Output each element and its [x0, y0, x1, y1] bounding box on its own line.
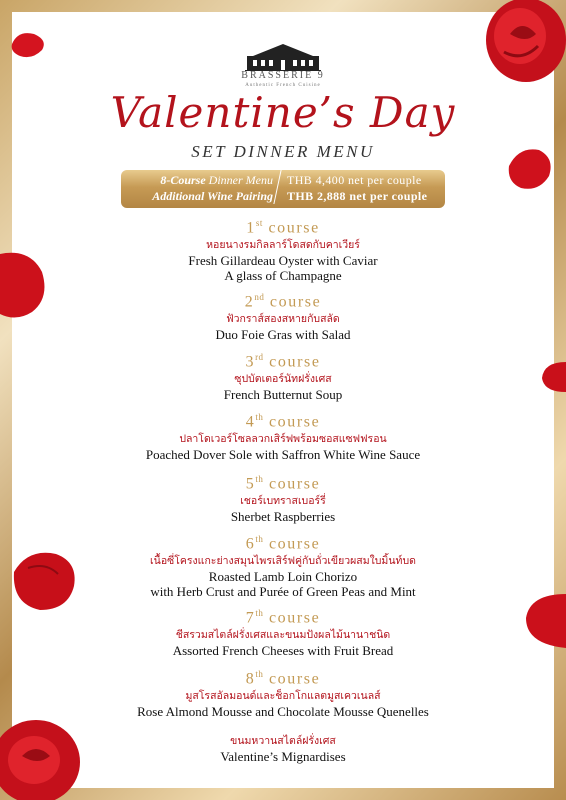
wine-pairing-price: THB 2,888 net per couple: [287, 189, 428, 203]
course-english-name: Rose Almond Mousse and Chocolate Mousse Quenelles: [137, 704, 429, 719]
wine-pairing-label: Additional Wine Pairing: [152, 189, 273, 203]
course-item: [0, 218, 566, 283]
course-thai-name: หอยนางรมกิลลาร์โดสดกับคาเวียร์: [206, 239, 360, 251]
menu-subtitle: SET DINNER MENU: [191, 142, 375, 161]
course-heading: 5th course: [245, 474, 321, 493]
course-english-name: Assorted French Cheeses with Fruit Bread: [172, 643, 394, 658]
brand-name: BRASSERIE 9: [241, 70, 325, 81]
course-english-name: Roasted Lamb Loin Chorizo: [208, 569, 358, 584]
course-item: [0, 292, 566, 342]
dinner-menu-label: 8-Course Dinner Menu: [160, 173, 273, 187]
course-thai-name: มูสโรสอัลมอนด์และช็อกโกแลตมูสเควเนลส์: [185, 690, 381, 702]
course-english-name: Fresh Gillardeau Oyster with Caviar: [188, 253, 378, 268]
course-item: [0, 534, 566, 599]
course-item: [0, 412, 566, 462]
course-english-name: Valentine’s Mignardises: [220, 749, 346, 764]
course-item: [0, 352, 566, 402]
course-heading: 1st course: [246, 218, 320, 237]
petal-top-left-decoration: [10, 30, 46, 60]
course-heading: 7th course: [245, 608, 321, 627]
course-thai-name: เชอร์เบทราสเบอร์รี่: [240, 495, 326, 507]
course-english-name: with Herb Crust and Purée of Green Peas and Mint: [150, 584, 416, 599]
course-thai-name: ชีสรวมสไตล์ฝรั่งเศสและขนมปังผลไม้นานาชนิด: [175, 629, 391, 641]
course-heading: 6th course: [245, 534, 321, 553]
course-thai-name: ฟัวกราส์สองสหายกับสลัด: [226, 313, 340, 325]
course-english-name: French Butternut Soup: [223, 387, 343, 402]
pricing-banner: [121, 170, 445, 208]
course-thai-name: ขนมหวานสไตล์ฝรั่งเศส: [230, 735, 336, 747]
course-item: [0, 474, 566, 524]
course-item: [0, 734, 566, 764]
course-thai-name: ปลาโดเวอร์โซลลวกเสิร์ฟพร้อมซอสแซฟฟรอน: [179, 433, 387, 445]
course-heading: 8th course: [245, 669, 321, 688]
rose-top-right-decoration: [470, 0, 566, 96]
menu-title: Valentine’s Day: [110, 88, 456, 137]
pricing-row-dinner: [121, 173, 445, 189]
course-item: [0, 608, 566, 658]
course-item: [0, 669, 566, 719]
course-heading: 3rd course: [245, 352, 321, 371]
brand-tagline: Authentic French Cuisine: [245, 83, 321, 88]
course-heading: 4th course: [245, 412, 321, 431]
course-english-name: Poached Dover Sole with Saffron White Wine Sauce: [145, 447, 421, 462]
dinner-menu-price: THB 4,400 net per couple: [287, 173, 422, 187]
course-english-name: Duo Foie Gras with Salad: [215, 327, 351, 342]
course-heading: 2nd course: [244, 292, 322, 311]
course-thai-name: ซุปบัตเตอร์นัทฝรั่งเศส: [234, 373, 332, 385]
course-thai-name: เนื้อซี่โครงแกะย่างสมุนไพรเสิร์ฟคู่กับถั่วเขียวผสมใบมิ้นท์บด: [150, 555, 416, 567]
brasserie-building-logo: [245, 42, 321, 72]
course-english-name: Sherbet Raspberries: [230, 509, 336, 524]
course-english-name: A glass of Champagne: [224, 268, 342, 283]
pricing-row-wine: [121, 189, 445, 205]
